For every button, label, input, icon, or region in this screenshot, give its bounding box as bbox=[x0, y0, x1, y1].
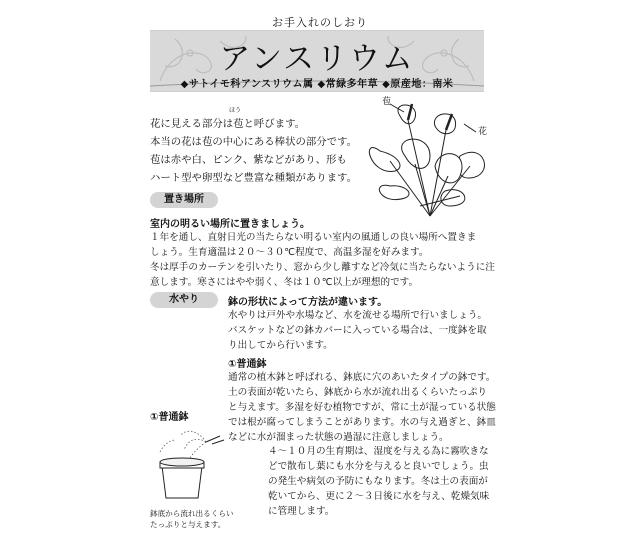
placement-line: 意します。寒さにはやや弱く、冬は１０℃以上が理想的です。 bbox=[150, 277, 419, 288]
pot-text bbox=[228, 370, 496, 445]
season-line: に管理します。 bbox=[268, 506, 335, 517]
watering-line: バスケットなどの鉢カバーに入っている場合は、一度鉢を取 bbox=[228, 325, 487, 336]
intro-line: 本当の花は苞の中心にある棒状の部分です。 bbox=[150, 136, 357, 148]
intro-line: 苞は赤や白、ピンク、紫などがあり、形も bbox=[150, 154, 347, 166]
placement-text bbox=[150, 230, 495, 290]
season-line: の発生や病気の予防にもなります。冬は土の表面が bbox=[268, 476, 488, 487]
placement-line: しょう。生育適温は２０～３０℃程度で、高温多湿を好みます。 bbox=[150, 247, 429, 258]
season-line: ４～１０月の生育期は、湿度を与える為に霧吹きな bbox=[268, 446, 489, 457]
placement-badge: 置き場所 bbox=[150, 192, 218, 208]
anthurium-illustration bbox=[360, 96, 500, 222]
watering-pot-illustration bbox=[150, 422, 230, 508]
watering-badge: 水やり bbox=[150, 292, 218, 308]
bract-label: 苞 bbox=[382, 97, 392, 107]
placement-line: 冬は厚手のカーテンを引いたり、窓から少し離すなど冷気に当たらないように注 bbox=[150, 262, 495, 273]
figure-label: ①普通鉢 bbox=[150, 412, 189, 423]
flower-label: 花 bbox=[478, 127, 488, 137]
season-line: 乾いてから、更に２～３日後に水を与え、乾燥気味 bbox=[268, 491, 490, 502]
caption-line: 鉢底から流れ出るくらい bbox=[150, 509, 234, 518]
pot-line: と与えます。多湿を好む植物ですが、常に土が湿っている状態 bbox=[228, 402, 496, 413]
pot-line: では根が腐ってしまうことがあります。水の与え過ぎと、鉢皿 bbox=[228, 417, 496, 428]
figure-caption bbox=[150, 508, 234, 530]
top-label: お手入れのしおり bbox=[272, 16, 368, 29]
placement-heading: 室内の明るい場所に置きましょう。 bbox=[150, 219, 310, 230]
pot-line: などに水が溜まった状態の過湿に注意しましょう。 bbox=[228, 432, 449, 443]
watering-text bbox=[228, 308, 487, 353]
ruby-hou: ほう bbox=[229, 107, 242, 114]
page-title: アンスリウム bbox=[219, 41, 415, 77]
placement-line: １年を通し、直射日光の当たらない明るい室内の風通しの良い場所へ置きま bbox=[150, 232, 477, 243]
season-line: どで散布し葉にも水分を与えると良いでしょう。虫 bbox=[268, 461, 489, 472]
caption-line: たっぷりと与えます。 bbox=[150, 520, 226, 529]
watering-line: 水やりは戸外や水場など、水を流せる場所で行いましょう。 bbox=[228, 310, 488, 321]
pot-line: 土の表面が乾いたら、鉢底から水が流れ出るくらいたっぷり bbox=[228, 387, 488, 398]
watering-line: り出してから行います。 bbox=[228, 340, 333, 351]
intro-line: 花に見える部分は苞と呼びます。 bbox=[150, 118, 306, 130]
watering-heading: 鉢の形状によって方法が違います。 bbox=[228, 297, 388, 308]
subtitle: ◆サトイモ科アンスリウム属 ◆常緑多年草 ◆原産地：南米 bbox=[180, 79, 454, 90]
pot-heading: ①普通鉢 bbox=[228, 359, 267, 370]
intro-line: ハート型や卵型など豊富な種類があります。 bbox=[150, 172, 357, 184]
season-text bbox=[268, 444, 489, 519]
pot-line: 通常の植木鉢と呼ばれる、鉢底に穴のあいたタイプの鉢です。 bbox=[228, 372, 496, 383]
intro-text bbox=[150, 115, 357, 187]
